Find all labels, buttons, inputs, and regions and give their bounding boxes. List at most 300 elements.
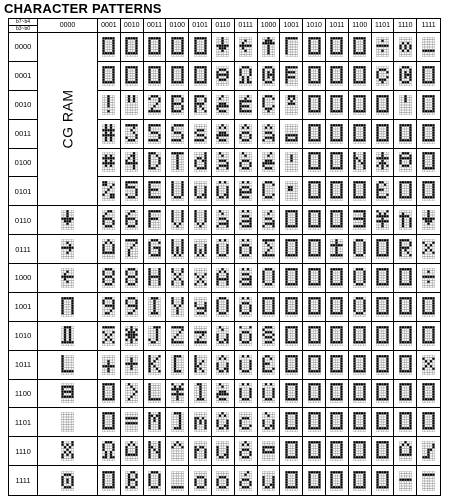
pixel-off: [247, 71, 249, 73]
pixel-off: [158, 199, 160, 201]
pixel-off: [245, 134, 247, 136]
pixel-on: [148, 37, 150, 39]
pixel-off: [288, 223, 290, 225]
pixel-off: [285, 194, 287, 196]
pixel-on: [224, 73, 226, 75]
pixel-off: [133, 223, 135, 225]
pixel-off: [359, 215, 361, 217]
pixel-off: [240, 155, 242, 157]
glyph-bitmap: [148, 66, 161, 86]
pixel-on: [285, 71, 287, 73]
pixel-on: [386, 134, 388, 136]
pixel-on: [194, 37, 196, 39]
pixel-on: [399, 136, 401, 138]
pixel-on: [179, 102, 181, 104]
glyph-bitmap: [171, 210, 184, 230]
pixel-off: [356, 168, 358, 170]
pixel-on: [267, 73, 269, 75]
pixel-off: [179, 218, 181, 220]
pixel-on: [404, 100, 406, 102]
pixel-on: [174, 131, 176, 133]
pixel-off: [128, 141, 130, 143]
glyph-bitmap: [353, 95, 366, 115]
pixel-off: [171, 168, 173, 170]
pixel-on: [224, 239, 226, 241]
pixel-on: [265, 242, 267, 244]
pixel-on: [376, 45, 378, 47]
character-cell: [166, 62, 189, 91]
pixel-off: [402, 186, 404, 188]
pixel-on: [336, 37, 338, 39]
character-cell: [212, 177, 235, 206]
pixel-on: [272, 42, 274, 44]
character-cell: [144, 62, 167, 91]
pixel-off: [126, 196, 128, 198]
pixel-on: [240, 194, 242, 196]
pixel-off: [156, 141, 158, 143]
pixel-off: [176, 136, 178, 138]
pixel-on: [131, 218, 133, 220]
pixel-off: [131, 223, 133, 225]
pixel-off: [199, 215, 201, 217]
pixel-off: [270, 215, 272, 217]
pixel-off: [204, 141, 206, 143]
pixel-on: [148, 194, 150, 196]
pixel-on: [196, 52, 198, 54]
pixel-on: [136, 47, 138, 49]
pixel-off: [361, 141, 363, 143]
pixel-off: [290, 163, 292, 165]
pixel-on: [318, 215, 320, 217]
pixel-on: [196, 223, 198, 225]
pixel-on: [364, 213, 366, 215]
pixel-off: [290, 78, 292, 80]
pixel-off: [359, 83, 361, 85]
pixel-off: [240, 124, 242, 126]
pixel-on: [402, 42, 404, 44]
pixel-on: [313, 37, 315, 39]
pixel-on: [333, 254, 335, 256]
pixel-off: [156, 83, 158, 85]
pixel-off: [336, 126, 338, 128]
pixel-off: [381, 105, 383, 107]
pixel-off: [103, 199, 105, 201]
pixel-off: [338, 42, 340, 44]
pixel-on: [341, 52, 343, 54]
pixel-off: [262, 247, 264, 249]
pixel-on: [331, 165, 333, 167]
pixel-off: [128, 102, 130, 104]
pixel-on: [267, 42, 269, 44]
pixel-off: [290, 47, 292, 49]
pixel-off: [245, 73, 247, 75]
pixel-off: [227, 42, 229, 44]
cg-ram-region: [38, 33, 98, 206]
pixel-off: [105, 215, 107, 217]
pixel-off: [71, 252, 73, 254]
pixel-on: [409, 47, 411, 49]
pixel-off: [409, 37, 411, 39]
pixel-on: [247, 168, 249, 170]
pixel-off: [295, 141, 297, 143]
pixel-off: [174, 50, 176, 52]
pixel-off: [222, 81, 224, 83]
pixel-on: [194, 213, 196, 215]
pixel-on: [194, 68, 196, 70]
pixel-on: [148, 153, 150, 155]
pixel-on: [110, 37, 112, 39]
pixel-off: [290, 247, 292, 249]
pixel-off: [399, 40, 401, 42]
pixel-off: [196, 76, 198, 78]
pixel-on: [432, 194, 434, 196]
pixel-on: [222, 37, 224, 39]
pixel-on: [364, 37, 366, 39]
pixel-on: [153, 124, 155, 126]
pixel-on: [204, 244, 206, 246]
pixel-off: [105, 42, 107, 44]
pixel-on: [402, 196, 404, 198]
pixel-on: [333, 225, 335, 227]
pixel-on: [361, 110, 363, 112]
pixel-off: [156, 220, 158, 222]
pixel-on: [364, 242, 366, 244]
pixel-off: [407, 102, 409, 104]
pixel-off: [153, 242, 155, 244]
pixel-off: [425, 112, 427, 114]
pixel-off: [381, 47, 383, 49]
pixel-off: [262, 228, 264, 230]
pixel-on: [103, 81, 105, 83]
pixel-off: [245, 158, 247, 160]
pixel-on: [318, 102, 320, 104]
pixel-off: [364, 239, 366, 241]
pixel-off: [151, 186, 153, 188]
pixel-off: [110, 73, 112, 75]
pixel-on: [126, 78, 128, 80]
pixel-on: [219, 139, 221, 141]
pixel-off: [217, 220, 219, 222]
pixel-on: [113, 249, 115, 251]
pixel-off: [156, 242, 158, 244]
pixel-off: [288, 126, 290, 128]
pixel-off: [407, 213, 409, 215]
pixel-on: [361, 81, 363, 83]
pixel-on: [245, 191, 247, 193]
pixel-off: [204, 254, 206, 256]
glyph-bitmap: [194, 210, 207, 230]
pixel-on: [158, 71, 160, 73]
pixel-off: [293, 107, 295, 109]
pixel-off: [333, 239, 335, 241]
pixel-on: [336, 95, 338, 97]
pixel-on: [290, 134, 292, 136]
pixel-on: [110, 218, 112, 220]
pixel-on: [194, 186, 196, 188]
pixel-off: [126, 110, 128, 112]
pixel-off: [425, 105, 427, 107]
pixel-on: [364, 68, 366, 70]
pixel-on: [285, 50, 287, 52]
pixel-on: [386, 194, 388, 196]
pixel-off: [242, 252, 244, 254]
pixel-on: [151, 218, 153, 220]
pixel-on: [128, 139, 130, 141]
pixel-off: [158, 186, 160, 188]
pixel-on: [194, 95, 196, 97]
pixel-on: [153, 181, 155, 183]
pixel-off: [171, 131, 173, 133]
pixel-off: [108, 71, 110, 73]
pixel-on: [313, 181, 315, 183]
pixel-off: [285, 199, 287, 201]
pixel-off: [219, 158, 221, 160]
pixel-off: [153, 163, 155, 165]
pixel-off: [407, 71, 409, 73]
pixel-off: [359, 112, 361, 114]
pixel-off: [288, 249, 290, 251]
pixel-off: [272, 196, 274, 198]
pixel-on: [247, 78, 249, 80]
pixel-on: [176, 160, 178, 162]
pixel-on: [227, 220, 229, 222]
pixel-on: [133, 244, 135, 246]
pixel-on: [376, 196, 378, 198]
pixel-off: [158, 228, 160, 230]
pixel-off: [151, 68, 153, 70]
pixel-off: [402, 102, 404, 104]
pixel-off: [245, 252, 247, 254]
glyph-bitmap: [262, 239, 275, 259]
pixel-on: [196, 95, 198, 97]
pixel-off: [290, 257, 292, 259]
pixel-on: [318, 100, 320, 102]
character-cell: [189, 33, 212, 62]
pixel-on: [247, 254, 249, 256]
pixel-on: [313, 225, 315, 227]
pixel-off: [315, 247, 317, 249]
pixel-off: [224, 199, 226, 201]
pixel-off: [136, 218, 138, 220]
pixel-off: [313, 129, 315, 131]
pixel-off: [430, 210, 432, 212]
pixel-off: [338, 131, 340, 133]
pixel-off: [293, 158, 295, 160]
pixel-off: [285, 191, 287, 193]
pixel-on: [148, 129, 150, 131]
pixel-on: [181, 81, 183, 83]
pixel-on: [432, 81, 434, 83]
pixel-off: [430, 228, 432, 230]
pixel-off: [113, 218, 115, 220]
pixel-off: [245, 239, 247, 241]
pixel-on: [272, 68, 274, 70]
glyph-bitmap: [285, 152, 298, 172]
glyph-bitmap: [239, 37, 252, 57]
pixel-on: [262, 102, 264, 104]
pixel-off: [270, 228, 272, 230]
pixel-on: [108, 129, 110, 131]
pixel-on: [308, 110, 310, 112]
pixel-on: [427, 215, 429, 217]
pixel-on: [376, 71, 378, 73]
pixel-on: [381, 160, 383, 162]
pixel-off: [201, 189, 203, 191]
pixel-on: [204, 52, 206, 54]
pixel-off: [265, 139, 267, 141]
pixel-off: [262, 112, 264, 114]
glyph-bitmap: [399, 210, 412, 230]
pixel-off: [247, 170, 249, 172]
pixel-on: [158, 66, 160, 68]
pixel-on: [331, 254, 333, 256]
pixel-off: [293, 124, 295, 126]
pixel-off: [108, 42, 110, 44]
pixel-off: [158, 239, 160, 241]
pixel-off: [336, 134, 338, 136]
pixel-on: [158, 52, 160, 54]
pixel-off: [179, 71, 181, 73]
pixel-off: [108, 220, 110, 222]
pixel-off: [224, 83, 226, 85]
pixel-off: [295, 81, 297, 83]
pixel-on: [290, 160, 292, 162]
pixel-on: [356, 218, 358, 220]
pixel-on: [204, 68, 206, 70]
pixel-off: [262, 244, 264, 246]
pixel-off: [338, 257, 340, 259]
pixel-on: [199, 158, 201, 160]
pixel-on: [174, 37, 176, 39]
pixel-on: [331, 213, 333, 215]
pixel-on: [148, 42, 150, 44]
pixel-off: [331, 247, 333, 249]
pixel-off: [201, 249, 203, 251]
pixel-on: [318, 139, 320, 141]
pixel-off: [361, 129, 363, 131]
pixel-on: [103, 181, 105, 183]
pixel-on: [381, 215, 383, 217]
glyph-bitmap: [102, 124, 115, 144]
pixel-on: [174, 254, 176, 256]
pixel-off: [108, 78, 110, 80]
pixel-off: [295, 126, 297, 128]
pixel-off: [204, 199, 206, 201]
pixel-on: [136, 45, 138, 47]
pixel-on: [227, 168, 229, 170]
pixel-off: [71, 225, 73, 227]
pixel-off: [242, 155, 244, 157]
pixel-off: [381, 83, 383, 85]
pixel-off: [133, 242, 135, 244]
pixel-off: [315, 170, 317, 172]
pixel-off: [338, 100, 340, 102]
pixel-on: [267, 160, 269, 162]
pixel-on: [153, 247, 155, 249]
pixel-off: [151, 213, 153, 215]
pixel-off: [333, 215, 335, 217]
pixel-off: [407, 136, 409, 138]
pixel-off: [381, 102, 383, 104]
pixel-on: [242, 78, 244, 80]
pixel-on: [310, 139, 312, 141]
pixel-off: [158, 225, 160, 227]
pixel-on: [425, 181, 427, 183]
glyph-bitmap: [239, 95, 252, 115]
pixel-off: [407, 52, 409, 54]
pixel-on: [242, 45, 244, 47]
pixel-off: [293, 196, 295, 198]
pixel-on: [288, 189, 290, 191]
pixel-off: [108, 50, 110, 52]
pixel-off: [310, 215, 312, 217]
pixel-off: [381, 184, 383, 186]
pixel-on: [262, 189, 264, 191]
pixel-off: [174, 112, 176, 114]
pixel-off: [128, 55, 130, 57]
pixel-off: [288, 110, 290, 112]
pixel-off: [402, 95, 404, 97]
pixel-off: [176, 78, 178, 80]
pixel-off: [151, 252, 153, 254]
pixel-off: [315, 129, 317, 131]
pixel-off: [247, 141, 249, 143]
pixel-on: [354, 50, 356, 52]
pixel-off: [128, 257, 130, 259]
pixel-on: [333, 81, 335, 83]
pixel-off: [313, 252, 315, 254]
pixel-off: [217, 163, 219, 165]
pixel-off: [285, 102, 287, 104]
pixel-on: [288, 95, 290, 97]
pixel-off: [379, 155, 381, 157]
pixel-off: [384, 223, 386, 225]
pixel-on: [409, 189, 411, 191]
pixel-on: [318, 50, 320, 52]
pixel-off: [217, 112, 219, 114]
pixel-off: [313, 73, 315, 75]
pixel-on: [409, 78, 411, 80]
pixel-off: [310, 71, 312, 73]
pixel-off: [427, 189, 429, 191]
pixel-off: [288, 136, 290, 138]
pixel-on: [384, 45, 386, 47]
pixel-off: [196, 155, 198, 157]
pixel-off: [384, 105, 386, 107]
pixel-off: [224, 97, 226, 99]
pixel-off: [313, 100, 315, 102]
pixel-on: [295, 223, 297, 225]
pixel-off: [310, 184, 312, 186]
pixel-off: [136, 257, 138, 259]
pixel-on: [201, 168, 203, 170]
pixel-on: [151, 95, 153, 97]
pixel-off: [430, 223, 432, 225]
pixel-off: [217, 210, 219, 212]
pixel-on: [113, 42, 115, 44]
pixel-off: [409, 97, 411, 99]
pixel-off: [250, 78, 252, 80]
pixel-off: [310, 97, 312, 99]
pixel-on: [364, 155, 366, 157]
pixel-off: [158, 184, 160, 186]
pixel-off: [151, 223, 153, 225]
pixel-on: [359, 210, 361, 212]
pixel-off: [267, 55, 269, 57]
pixel-off: [338, 55, 340, 57]
pixel-off: [174, 42, 176, 44]
pixel-off: [131, 220, 133, 222]
